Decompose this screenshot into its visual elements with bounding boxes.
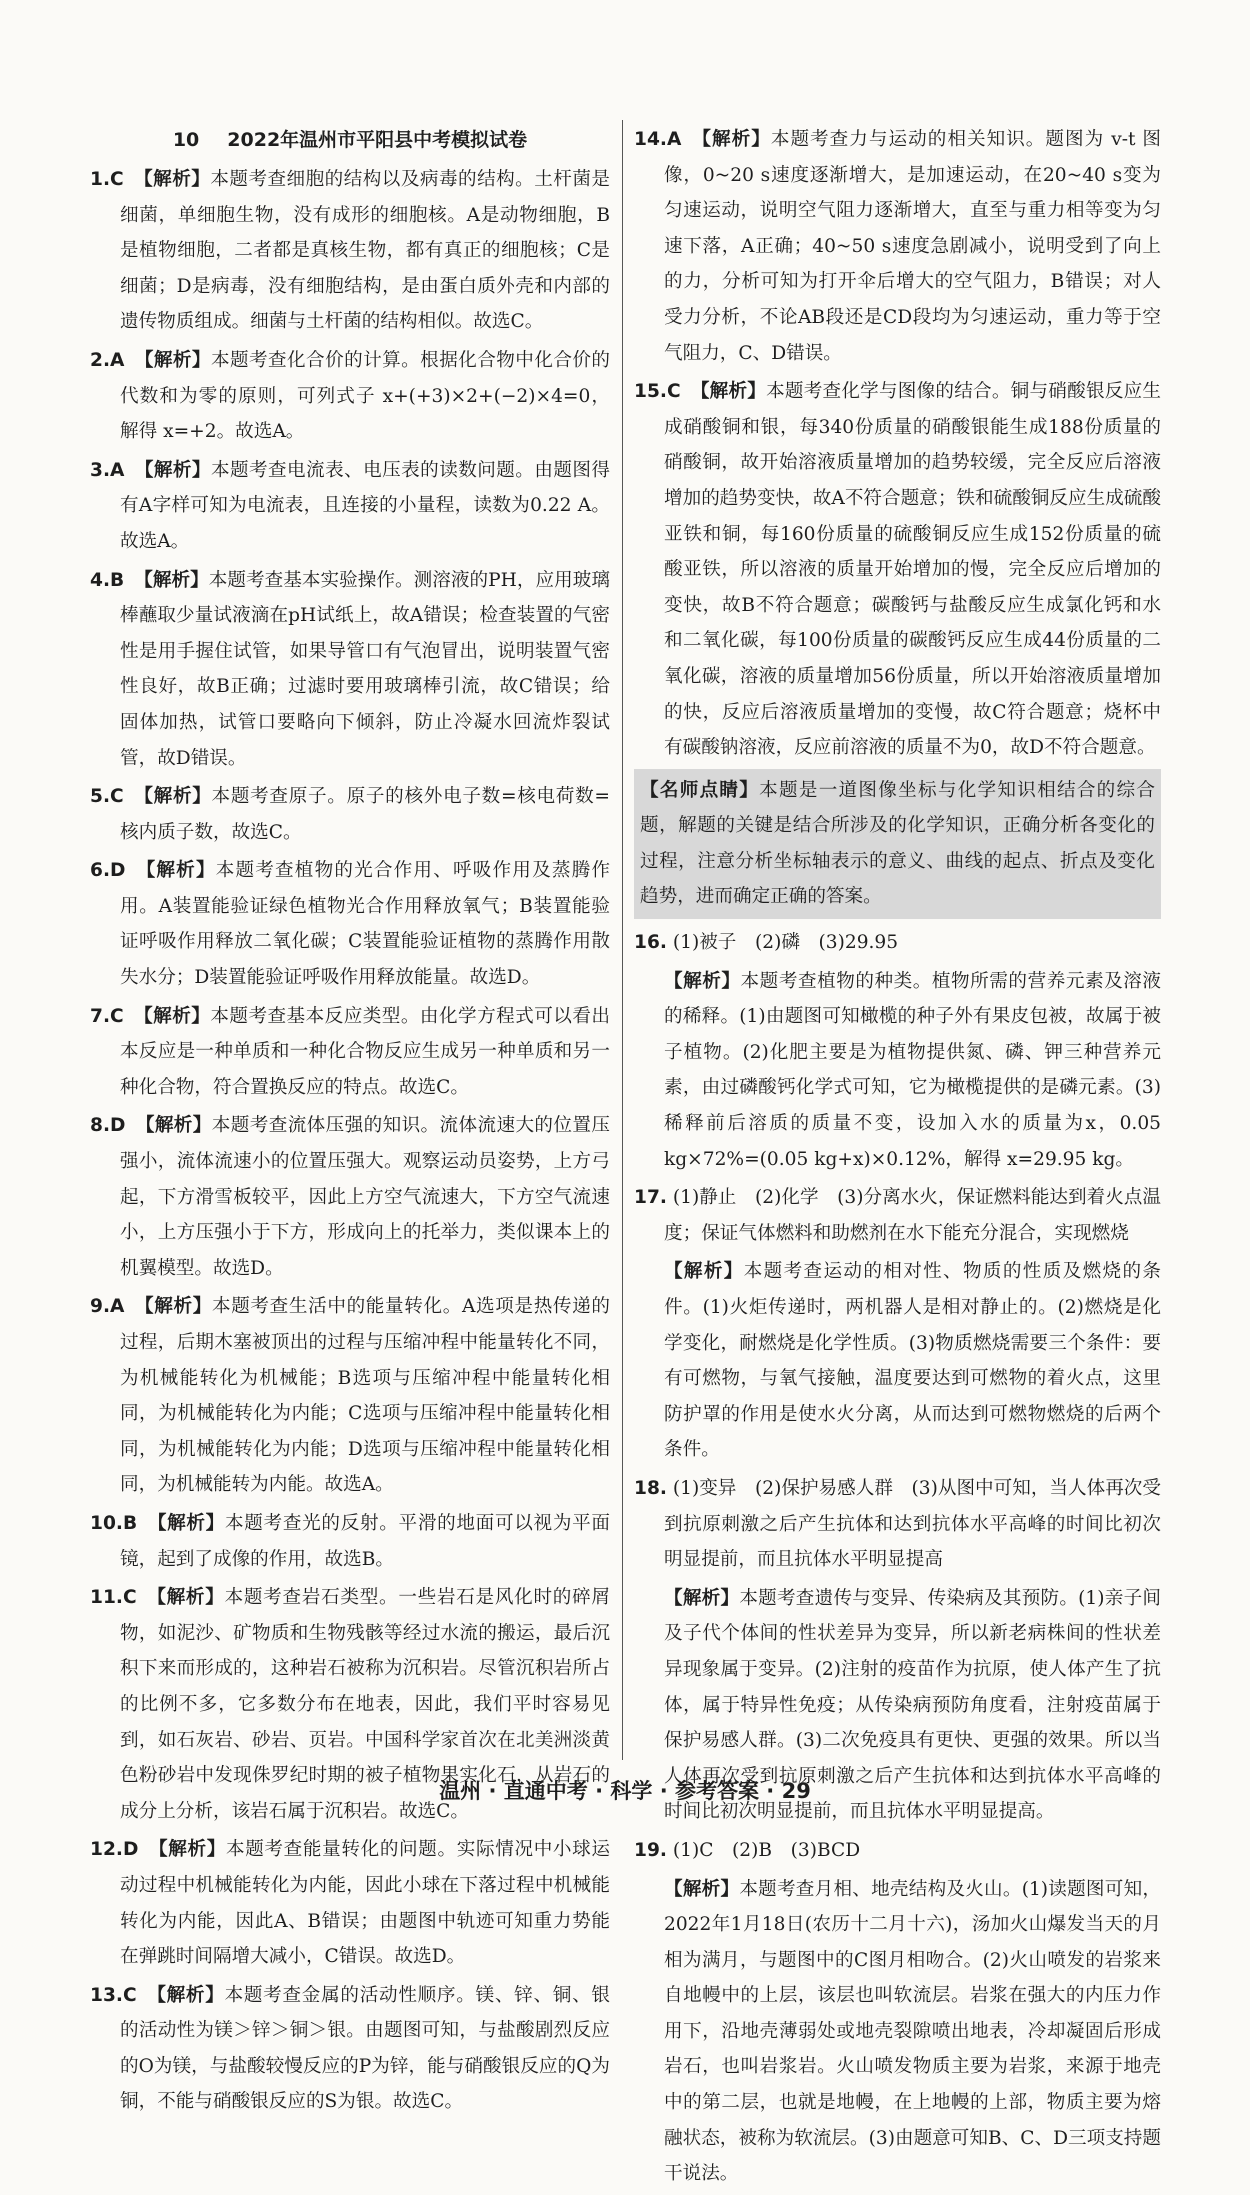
analysis-text: 本题考查植物的光合作用、呼吸作用及蒸腾作用。A装置能验证绿色植物光合作用释放氧气；B装置能验证呼吸作用释放二氧化碳；C装置能验证植物的蒸腾作用散失水分；D装置能验证呼吸作用释放能量。故选D。 <box>120 860 610 989</box>
item-number: 3. <box>90 459 111 481</box>
analysis-text: 本题考查金属的活动性顺序。镁、锌、铜、银的活动性为镁＞锌＞铜＞银。由题图可知，与盐酸剧烈反应的O为镁，与盐酸较慢反应的P为锌，能与硝酸银反应的Q为铜，不能与硝酸银反应的S为银。故选C。 <box>120 1984 610 2113</box>
left-answer-list <box>90 162 610 2120</box>
left-column <box>90 122 610 2123</box>
right-column <box>634 122 1161 2195</box>
item-number: 8. <box>90 1115 111 1137</box>
analysis-text: 本题考查原子。原子的核外电子数=核电荷数=核内质子数，故选C。 <box>120 786 610 843</box>
answer-key: C <box>122 1587 137 1609</box>
item-number: 14. <box>634 129 667 150</box>
item-number: 15. <box>634 381 667 403</box>
item-number: 10. <box>90 1512 123 1534</box>
answer-key: D <box>110 860 126 882</box>
analysis-text: 本题考查细胞的结构以及病毒的结构。土杆菌是细菌，单细胞生物，没有成形的细胞核。A是动物细胞，B是植物细胞，二者都是真核生物，都有真正的细胞核；C是细菌；D是病毒，没有细胞结构，是由蛋白质外壳和内部的遗传物质组成。细菌与土杆菌的结构相似。故选C。 <box>120 169 610 333</box>
page-footer: 温州 · 直通中考 · 科学 · 参考答案 · 29 <box>439 1779 811 1803</box>
answer-item <box>90 453 610 560</box>
answer-key: A <box>110 349 125 371</box>
analysis-text: 本题考查岩石类型。一些岩石是风化时的碎屑物，如泥沙、矿物质和生物残骸等经过水流的搬运，最后沉积下来而形成的，这种岩石被称为沉积岩。尽管沉积岩所占的比例不多，它多数分布在地表，因此，我们平时容易见到，如石灰岩、砂岩、页岩。中国科学家首次在北美洲淡黄色粉砂岩中发现侏罗纪时期的被子植物果实化石，从岩石的成分上分析，该岩石属于沉积岩。故选C。 <box>120 1587 610 1822</box>
answer-text: (1)静止 (2)化学 (3)分离水火，保证燃料能达到着火点温度；保证气体燃料和助燃剂在水下能充分混合，实现燃烧 <box>664 1187 1161 1244</box>
answer-item <box>90 1978 610 2120</box>
analysis-tag: 【解析】 <box>134 569 209 591</box>
analysis-text: 本题考查运动的相对性、物质的性质及燃烧的条件。(1)火炬传递时，两机器人是相对静止的。(2)燃烧是化学变化，耐燃烧是化学性质。(3)物质燃烧需要三个条件：要有可燃物，与氧气接触，温度要达到可燃物的着火点，这里防护罩的作用是使水火分离，从而达到可燃物燃烧的后两个条件。 <box>664 1261 1161 1461</box>
answer-item <box>90 343 610 450</box>
answer-item <box>90 999 610 1106</box>
answer-item <box>90 853 610 995</box>
answer-item <box>90 162 610 340</box>
item-number: 9. <box>90 1296 111 1318</box>
analysis-text: 本题考查流体压强的知识。流体流速大的位置压强小，流体流速小的位置压强大。观察运动员姿势，上方弓起，下方滑雪板较平，因此上方空气流速大，下方空气流速小，上方压强小于下方，形成向上的托举力，类似课本上的机翼模型。故选D。 <box>120 1115 610 1279</box>
answer-item <box>90 779 610 850</box>
section-title <box>90 122 610 158</box>
analysis-19 <box>634 1872 1161 2192</box>
answer-key: A <box>110 459 125 481</box>
analysis-tag: 【解析】 <box>664 1587 740 1609</box>
answer-item-19 <box>634 1833 1161 1869</box>
right-answer-list <box>634 122 1161 766</box>
analysis-tag: 【解析】 <box>148 1839 226 1861</box>
answer-item-17 <box>634 1180 1161 1251</box>
item-number: 18. <box>634 1477 667 1499</box>
answer-item-18 <box>634 1471 1161 1578</box>
analysis-tag: 【解析】 <box>133 169 211 190</box>
analysis-tag: 【解析】 <box>146 1587 225 1609</box>
analysis-text: 本题考查基本实验操作。测溶液的PH，应用玻璃棒蘸取少量试液滴在pH试纸上，故A错误；检查装置的气密性是用手握住试管，如果导管口有气泡冒出，说明装置气密性良好，故B正确；过滤时要用玻璃棒引流，故C错误；给固体加热，试管口要略向下倾斜，防止冷凝水回流炸裂试管，故D错误。 <box>120 569 610 769</box>
answer-key: A <box>666 129 682 150</box>
analysis-text: 本题考查基本反应类型。由化学方程式可以看出本反应是一种单质和一种化合物反应生成另一种单质和另一种化合物，符合置换反应的特点。故选C。 <box>120 1005 610 1098</box>
answer-item <box>90 1832 610 1974</box>
answer-item <box>634 122 1161 371</box>
analysis-text: 本题考查生活中的能量转化。A选项是热传递的过程，后期木塞被顶出的过程与压缩冲程中能量转化不同，为机械能转化为机械能；B选项与压缩冲程中能量转化相同，为机械能转化为内能；C选项与压缩冲程中能量转化相同，为机械能转化为内能；D选项与压缩冲程中能量转化相同，为机械能转为内能。故选A。 <box>120 1296 610 1496</box>
item-number: 5. <box>90 786 111 808</box>
answer-key: D <box>122 1839 139 1861</box>
analysis-text: 本题考查植物的种类。植物所需的营养元素及溶液的稀释。(1)由题图可知橄榄的种子外有果皮包被，故属于被子植物。(2)化肥主要是为植物提供氮、磷、钾三种营养元素，由过磷酸钙化学式可知，它为橄榄提供的是磷元素。(3)稀释前后溶质的质量不变，设加入水的质量为x，0.05 kg×72%=(0.05 kg+x)×0.12%，解得 x=29.95 kg。 <box>664 970 1161 1170</box>
analysis-text: 本题考查化合价的计算。根据化合物中化合价的代数和为零的原则，可列式子 x+(+3)×2+(−2)×4=0，解得 x=+2。故选A。 <box>120 349 610 443</box>
answer-item <box>90 1289 610 1503</box>
analysis-tag: 【解析】 <box>146 1984 225 2006</box>
answer-item <box>90 1506 610 1577</box>
tip-tag: 【名师点睛】 <box>640 779 760 801</box>
answer-item-16 <box>634 925 1161 961</box>
item-number: 6. <box>90 860 111 882</box>
answer-key: C <box>666 381 681 403</box>
analysis-tag: 【解析】 <box>135 860 216 882</box>
answer-item <box>634 374 1161 766</box>
answer-key: C <box>110 169 124 190</box>
analysis-tag: 【解析】 <box>664 1878 740 1900</box>
analysis-tag: 【解析】 <box>134 1296 212 1318</box>
answer-key: B <box>122 1512 138 1534</box>
item-number: 7. <box>90 1005 111 1027</box>
analysis-tag: 【解析】 <box>664 1261 744 1283</box>
analysis-tag: 【解析】 <box>691 129 771 150</box>
answer-item <box>90 1108 610 1286</box>
item-number: 13. <box>90 1984 123 2006</box>
answer-text: (1)被子 (2)磷 (3)29.95 <box>672 932 899 954</box>
analysis-tag: 【解析】 <box>134 349 211 371</box>
column-divider <box>622 120 623 1760</box>
analysis-tag: 【解析】 <box>690 381 767 403</box>
section-title-text: 2022年温州市平阳县中考模拟试卷 <box>227 129 528 151</box>
answer-key: B <box>110 569 125 591</box>
analysis-tag: 【解析】 <box>135 1115 212 1137</box>
analysis-text: 本题考查力与运动的相关知识。题图为 v-t 图像，0~20 s速度逐渐增大，是加速运动，在20~40 s变为匀速运动，说明空气阻力逐渐增大，直至与重力相等变为匀速下落，A正确；40~50 s速度急剧减小，说明受到了向上的力，分析可知为打开伞后增大的空气阻力，B错误；对人受力分析，不论AB段还是CD段均为匀速运动，重力等于空气阻力，C、D错误。 <box>664 129 1161 364</box>
answer-key: C <box>122 1984 137 2006</box>
analysis-text: 本题考查能量转化的问题。实际情况中小球运动过程中机械能转化为内能，因此小球在下落过程中机械能转化为内能，因此A、B错误；由题图中轨迹可知重力势能在弹跳时间隔增大减小，C错误。故选D。 <box>120 1839 610 1968</box>
analysis-text: 本题考查化学与图像的结合。铜与硝酸银反应生成硝酸铜和银，每340份质量的硝酸银能生成188份质量的硝酸铜，故开始溶液质量增加的趋势较缓，完全反应后溶液增加的趋势变快，故A不符合题意；铁和硫酸铜反应生成硫酸亚铁和铜，每160份质量的硫酸铜反应生成152份质量的硫酸亚铁，所以溶液的质量开始增加的慢，完全反应后增加的变快，故B不符合题意；碳酸钙与盐酸反应生成氯化钙和水和二氧化碳，每100份质量的碳酸钙反应生成44份质量的二氧化碳，溶液的质量增加56份质量，所以开始溶液质量增加的快，反应后溶液质量增加的变慢，故C符合题意；烧杯中有碳酸钠溶液，反应前溶液的质量不为0，故D不符合题意。 <box>664 381 1161 759</box>
teacher-tip-box <box>634 769 1161 919</box>
analysis-tag: 【解析】 <box>664 970 741 992</box>
item-number: 2. <box>90 349 111 371</box>
analysis-tag: 【解析】 <box>147 1512 225 1534</box>
analysis-tag: 【解析】 <box>133 1005 211 1027</box>
item-number: 4. <box>90 569 111 591</box>
answer-key: D <box>110 1115 126 1137</box>
analysis-text: 本题考查月相、地壳结构及火山。(1)读题图可知，2022年1月18日(农历十二月十六)，汤加火山爆发当天的月相为满月，与题图中的C图月相吻合。(2)火山喷发的岩浆来自地幔中的上层，该层也叫软流层。岩浆在强大的内压力作用下，沿地壳薄弱处或地壳裂隙喷出地表，冷却凝固后形成岩石，也叫岩浆岩。火山喷发物质主要为岩浆，来源于地壳中的第二层，也就是地幔，在上地幔的上部，物质主要为熔融状态，被称为软流层。(3)由题意可知B、C、D三项支持题干说法。 <box>664 1878 1161 2185</box>
section-number: 10 <box>172 129 200 151</box>
analysis-text: 本题考查电流表、电压表的读数问题。由题图得有A字样可知为电流表，且连接的小量程，读数为0.22 A。故选A。 <box>120 459 610 552</box>
answer-key: A <box>110 1296 125 1318</box>
answer-text: (1)变异 (2)保护易感人群 (3)从图中可知，当人体再次受到抗原刺激之后产生抗体和达到抗体水平高峰的时间比初次明显提前，而且抗体水平明显提高 <box>664 1477 1161 1571</box>
item-number: 19. <box>634 1839 667 1861</box>
analysis-tag: 【解析】 <box>133 786 212 808</box>
item-number: 11. <box>90 1587 123 1609</box>
answer-item <box>90 563 610 777</box>
item-number: 17. <box>634 1187 667 1209</box>
item-number: 1. <box>90 169 111 190</box>
analysis-text: 本题考查光的反射。平滑的地面可以视为平面镜，起到了成像的作用，故选B。 <box>120 1512 610 1570</box>
answer-key: C <box>110 1005 124 1027</box>
answer-text: (1)C (2)B (3)BCD <box>672 1839 861 1861</box>
analysis-17 <box>634 1254 1161 1468</box>
analysis-tag: 【解析】 <box>134 459 211 481</box>
item-number: 12. <box>90 1839 123 1861</box>
analysis-16 <box>634 964 1161 1178</box>
item-number: 16. <box>634 932 667 954</box>
tip-text: 本题是一道图像坐标与化学知识相结合的综合题，解题的关键是结合所涉及的化学知识，正确分析各变化的过程，注意分析坐标轴表示的意义、曲线的起点、折点及变化趋势，进而确定正确的答案。 <box>640 779 1155 908</box>
analysis-text: 本题考查遗传与变异、传染病及其预防。(1)亲子间及子代个体间的性状差异为变异，所以新老病株间的性状差异现象属于变异。(2)注射的疫苗作为抗原，使人体产生了抗体，属于特异性免疫；从传染病预防角度看，注射疫苗属于保护易感人群。(3)二次免疫具有更快、更强的效果。所以当人体再次受到抗原刺激之后产生抗体和达到抗体水平高峰的时间比初次明显提前，而且抗体水平明显提高。 <box>664 1587 1161 1823</box>
answer-key: C <box>110 786 124 808</box>
